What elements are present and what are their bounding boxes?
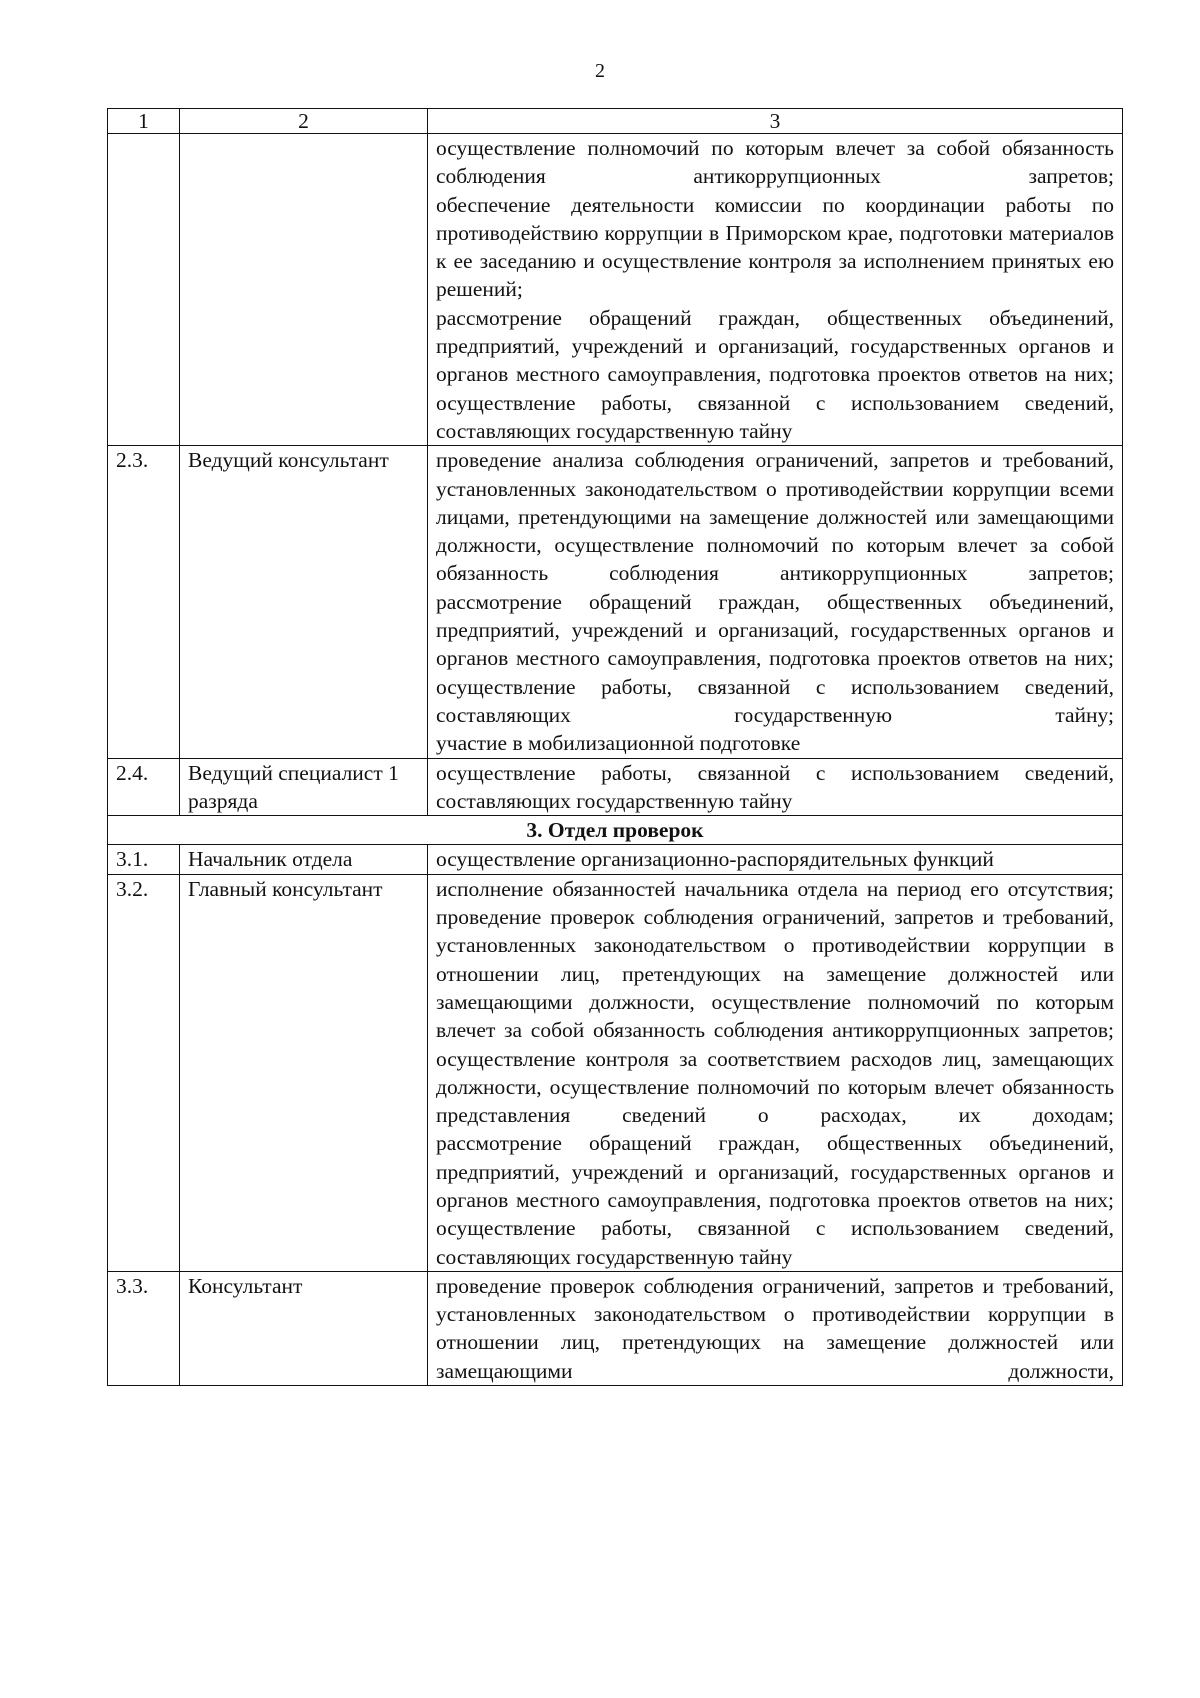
- header-col-2: 2: [180, 109, 428, 134]
- row-number: 3.3.: [108, 1271, 180, 1385]
- section-title: 3. Отдел проверок: [108, 816, 1123, 845]
- row-position: Консультант: [180, 1271, 428, 1385]
- row-position: [180, 134, 428, 446]
- table-row: [108, 446, 1123, 758]
- duties-table: [107, 108, 1123, 1386]
- row-number: 3.2.: [108, 874, 180, 1271]
- duty-line: исполнение обязанностей начальника отдела на период его отсутствия;: [436, 876, 1114, 901]
- duty-line: рассмотрение обращений граждан, общественных объединений, предприятий, учреждений и организаций, государственных органов и органов местного самоуправления, подготовка проектов ответов на них;: [436, 589, 1114, 671]
- page-number: 2: [595, 60, 605, 82]
- row-duties: [428, 874, 1123, 1271]
- row-number: 2.3.: [108, 446, 180, 758]
- table-row: [108, 1271, 1123, 1385]
- row-duties: [428, 134, 1123, 446]
- table-header-row: [108, 109, 1123, 134]
- duty-line: проведение анализа соблюдения ограничений, запретов и требований, установленных законодательством о противодействии коррупции всеми лицами, претендующими на замещение должностей или замещающими должности, осуществление полномочий по которым влечет за собой обязанность соблюдения антикоррупционных запретов;: [436, 448, 1114, 586]
- row-duties: [428, 758, 1123, 816]
- duty-line: осуществление полномочий по которым влечет за собой обязанность соблюдения антикоррупционных запретов;: [436, 136, 1114, 189]
- duty-line: участие в мобилизационной подготовке: [436, 731, 801, 756]
- duty-line: осуществление работы, связанной с использованием сведений, составляющих государственную тайну;: [436, 674, 1114, 727]
- duty-line: осуществление работы, связанной с использованием сведений, составляющих государственную тайну: [436, 390, 1114, 443]
- table-row: [108, 845, 1123, 874]
- section-header-row: [108, 816, 1123, 845]
- duty-line: осуществление контроля за соответствием расходов лиц, замещающих должности, осуществление полномочий по которым влечет обязанность представления сведений о расходах, их доходам;: [436, 1046, 1114, 1128]
- duty-line: обеспечение деятельности комиссии по координации работы по противодействию коррупции в Приморском крае, подготовки материалов к ее заседанию и осуществление контроля за исполнением принятых ею решений;: [436, 192, 1114, 302]
- table-row: [108, 874, 1123, 1271]
- duty-line: проведение проверок соблюдения ограничений, запретов и требований, установленных законодательством о противодействии коррупции в отношении лиц, претендующих на замещение должностей или замещающими должности, осуществление полномочий по которым влечет за собой обязанность соблюдения антикоррупционных запретов;: [436, 905, 1114, 1043]
- duty-line: проведение проверок соблюдения ограничений, запретов и требований, установленных законодательством о противодействии коррупции в отношении лиц, претендующих на замещение должностей или замещающими должности,: [436, 1273, 1114, 1383]
- table-row: [108, 134, 1123, 446]
- header-col-1: 1: [108, 109, 180, 134]
- row-position: Начальник отдела: [180, 845, 428, 874]
- row-duties: [428, 1271, 1123, 1385]
- row-number: [108, 134, 180, 446]
- duty-line: осуществление работы, связанной с использованием сведений, составляющих государственную тайну: [436, 1216, 1114, 1269]
- header-col-3: 3: [428, 109, 1123, 134]
- duty-line: рассмотрение обращений граждан, общественных объединений, предприятий, учреждений и организаций, государственных органов и органов местного самоуправления, подготовка проектов ответов на них;: [436, 1131, 1114, 1212]
- row-position: Ведущий специалист 1 разряда: [180, 758, 428, 816]
- row-position: Главный консультант: [180, 874, 428, 1271]
- table-row: [108, 758, 1123, 816]
- row-duties: [428, 446, 1123, 758]
- row-duties: [428, 845, 1123, 874]
- duty-line: осуществление работы, связанной с использованием сведений, составляющих государственную тайну: [436, 760, 1114, 813]
- row-number: 2.4.: [108, 758, 180, 816]
- duty-line: рассмотрение обращений граждан, общественных объединений, предприятий, учреждений и организаций, государственных органов и органов местного самоуправления, подготовка проектов ответов на них;: [436, 305, 1114, 387]
- row-number: 3.1.: [108, 845, 180, 874]
- duty-line: осуществление организационно-распорядительных функций: [436, 847, 994, 872]
- row-position: Ведущий консультант: [180, 446, 428, 758]
